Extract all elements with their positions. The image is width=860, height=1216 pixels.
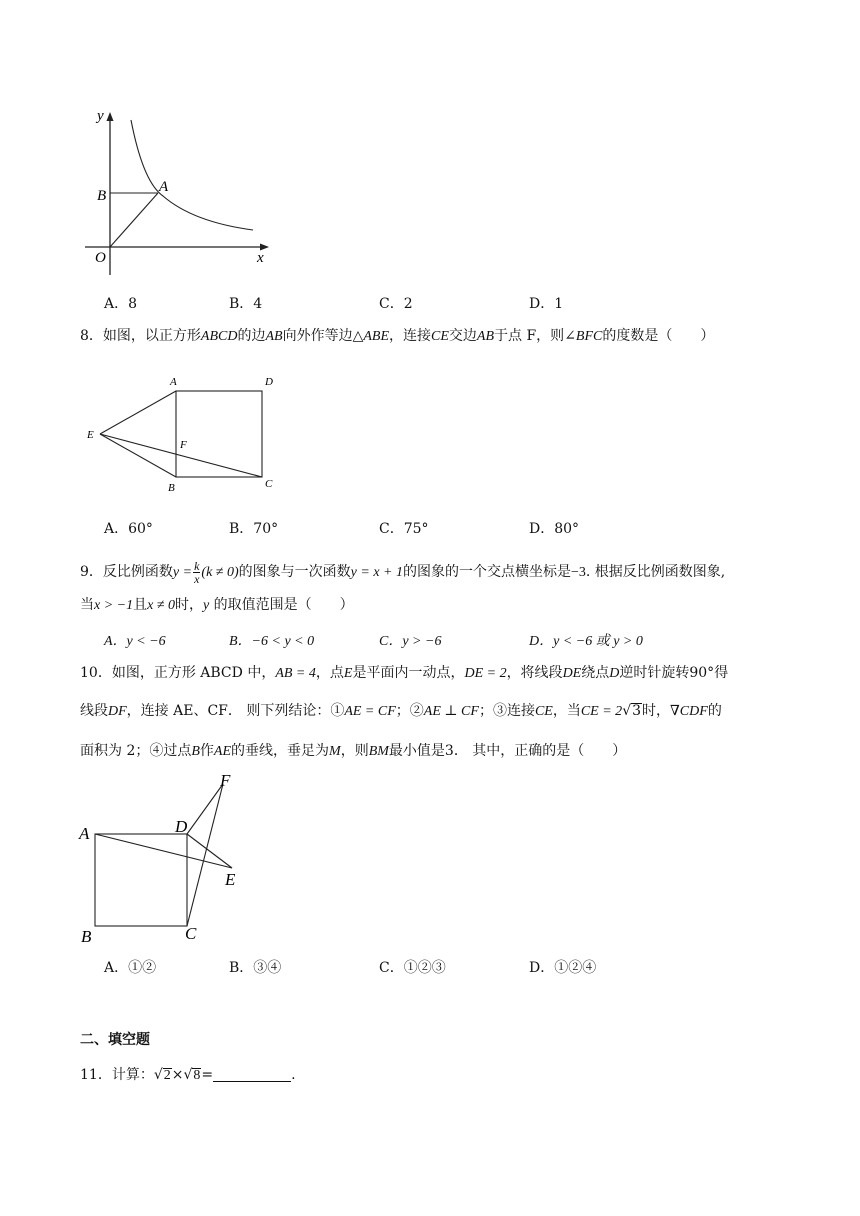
- q10-ce-eq: CE = 2: [580, 704, 623, 719]
- q8-option-d: D．80°: [529, 521, 580, 537]
- q10-text-10: ；②: [395, 703, 424, 719]
- q10-three: 3: [444, 743, 454, 759]
- q9-stem-line-2: [80, 595, 354, 616]
- q10-text-12: ，当: [552, 703, 581, 719]
- q10-sqrt-sign: √: [622, 703, 632, 719]
- q10-text-9: ，连接 AE、CF． 则下列结论：①: [126, 703, 345, 719]
- q10-text-5: 绕点: [581, 665, 610, 681]
- q10-stem-line-3: [80, 741, 626, 762]
- q8-text-1: 如图，以正方形: [102, 328, 201, 344]
- q7-hyperbola: [131, 120, 253, 230]
- q10-text-19: 最小值是: [388, 743, 445, 759]
- q8-label-e: E: [87, 429, 94, 441]
- q10-figure: [75, 770, 255, 950]
- q8-label-c: C: [265, 478, 273, 490]
- q10-claim-1: AE = CF: [344, 704, 396, 719]
- q10-point-m: M: [329, 744, 341, 759]
- q10-text-3: 是平面内一动点，: [352, 665, 465, 681]
- q7-option-a: A．8: [104, 296, 138, 312]
- q8-label-f: F: [180, 439, 187, 451]
- q10-text-7: 得: [714, 665, 729, 681]
- q10-text-2: ，点: [315, 665, 344, 681]
- q11-stem: [80, 1065, 296, 1085]
- q8-text-6: 于点 F，则: [494, 328, 565, 344]
- q10-text-6: 逆时针旋转: [619, 665, 690, 681]
- q10-df: DF: [108, 704, 127, 719]
- q10-option-b: B．③④: [229, 960, 282, 976]
- q11-sqrt-sign-2: √: [183, 1067, 193, 1083]
- q11-times: ×: [171, 1067, 184, 1083]
- q8-segment-ea: [100, 391, 176, 434]
- q10-ce: CE: [534, 704, 553, 719]
- q10-degree: 90°: [689, 665, 715, 681]
- q7-option-b: B．4: [229, 296, 263, 312]
- q10-de: DE: [562, 666, 582, 681]
- q10-point-b: B: [191, 744, 200, 759]
- q8-ce: CE: [431, 329, 449, 344]
- q10-label-e: E: [225, 870, 236, 889]
- q7-label-o: O: [95, 250, 106, 266]
- q9-linear: y = x + 1: [350, 565, 403, 580]
- q10-text-18: ，则: [340, 743, 369, 759]
- q11-text: 计算：: [111, 1067, 154, 1083]
- q10-label-f: F: [220, 771, 231, 790]
- q9-text-7: 时，: [175, 597, 204, 613]
- q10-text-1: 如图，正方形 ABCD 中，: [111, 665, 276, 681]
- q10-stem-line-2: [80, 701, 722, 722]
- q7-option-d: D．1: [529, 296, 564, 312]
- q8-option-c: C．75°: [379, 521, 429, 537]
- q10-stem-line-1: [80, 663, 728, 684]
- q10-number: 10．: [80, 665, 112, 681]
- q8-option-a: A．60°: [104, 521, 153, 537]
- q9-y-eq: y =: [172, 565, 193, 580]
- q10-label-a: A: [79, 824, 90, 843]
- q10-de2: DE = 2: [464, 666, 507, 681]
- q9-option-d: D．y < −6 或 y > 0: [529, 634, 643, 649]
- q10-text-11: ；③连接: [478, 703, 535, 719]
- q8-ab: AB: [265, 329, 283, 344]
- q7-label-a: A: [159, 179, 169, 195]
- q9-option-c: C．y > −6: [379, 634, 442, 649]
- q9-fraction-den: x: [194, 571, 200, 586]
- q7-figure: [85, 100, 285, 275]
- q11-number: 11．: [80, 1067, 112, 1083]
- q10-text-17: 的垂线，垂足为: [231, 743, 330, 759]
- q8-text-7: 的度数是（ ）: [602, 328, 715, 344]
- q8-label-a: A: [170, 376, 177, 388]
- q10-text-15: 面积为 2；④过点: [80, 743, 192, 759]
- q11-radicand-2: 8: [193, 1068, 201, 1083]
- q10-triangle-cdf: ∇CDF: [670, 704, 708, 719]
- q10-claim-2: AE ⊥ CF: [423, 704, 479, 719]
- q8-text-5: 交边: [448, 328, 477, 344]
- q10-ae: AE: [213, 744, 232, 759]
- q8-label-b: B: [168, 482, 175, 494]
- q10-point-e: E: [343, 666, 353, 681]
- q9-text-4: . 根据反比例函数图象,: [585, 564, 726, 580]
- q8-stem: [80, 326, 714, 347]
- q10-text-20: ． 其中，正确的是（ ）: [453, 743, 627, 759]
- q9-number: 9．: [80, 564, 103, 580]
- q9-value: −3: [570, 565, 586, 580]
- q10-segment-cf: [187, 784, 223, 926]
- q9-text-1: 反比例函数: [102, 564, 173, 580]
- q7-y-arrow: [107, 112, 114, 121]
- q8-angle-bfc: ∠BFC: [564, 329, 603, 344]
- q10-sqrt-3: 3: [632, 703, 642, 719]
- q9-option-b: B．−6 < y < 0: [229, 634, 315, 649]
- q10-label-b: B: [81, 927, 92, 946]
- q10-option-d: D．①②④: [529, 960, 597, 976]
- q11-end: .: [291, 1067, 296, 1083]
- q8-label-d: D: [265, 376, 273, 388]
- q9-stem-line-1: [80, 556, 725, 588]
- q7-label-b: B: [97, 188, 107, 204]
- q8-abcd: ABCD: [200, 329, 238, 344]
- q10-option-c: C．①②③: [379, 960, 446, 976]
- q7-segment-oa: [110, 193, 158, 247]
- q8-number: 8．: [80, 328, 103, 344]
- q10-text-8: 线段: [80, 703, 108, 719]
- q10-text-4: ，将线段: [506, 665, 563, 681]
- q11-answer-blank[interactable]: [213, 1067, 291, 1082]
- q8-figure: [80, 372, 280, 500]
- q9-text-8: 的取值范围是（ ）: [209, 597, 354, 613]
- q10-square: [95, 834, 187, 926]
- q11-sqrt-sign-1: √: [153, 1067, 163, 1083]
- q9-fraction-num: k: [194, 558, 200, 573]
- q11-equals: =: [201, 1067, 214, 1083]
- q8-option-b: B．70°: [229, 521, 279, 537]
- q11-radicand-1: 2: [163, 1068, 171, 1083]
- q9-y-var: y: [203, 598, 210, 613]
- q10-ab4: AB = 4: [275, 666, 316, 681]
- q10-segment-ae: [95, 834, 232, 868]
- q7-option-c: C．2: [379, 296, 413, 312]
- q9-text-3: 的图象的一个交点横坐标是: [402, 564, 571, 580]
- q8-text-2: 的边: [237, 328, 266, 344]
- q10-label-d: D: [175, 817, 188, 836]
- q10-text-14: 的: [707, 703, 722, 719]
- q10-option-a: A．①②: [104, 960, 157, 976]
- q7-label-y: y: [97, 108, 104, 124]
- section-title: 二、填空题: [80, 1032, 150, 1048]
- q9-fraction: [193, 560, 200, 585]
- q8-ab-2: AB: [476, 329, 495, 344]
- q9-text-6: 且: [133, 597, 148, 613]
- q9-condition: (k ≠ 0): [201, 565, 239, 580]
- q10-text-13: 时，: [642, 703, 671, 719]
- q10-point-d: D: [609, 666, 620, 681]
- q8-text-4: ，连接: [389, 328, 432, 344]
- q10-label-c: C: [185, 924, 197, 943]
- q8-segment-eb: [100, 434, 176, 477]
- q9-cond-2: x > −1: [94, 598, 134, 613]
- q8-triangle-abe: △ABE: [352, 329, 390, 344]
- q9-cond-3: x ≠ 0: [147, 598, 176, 613]
- q10-text-16: 作: [199, 743, 214, 759]
- q9-option-a: A．y < −6: [104, 634, 166, 649]
- q8-text-3: 向外作等边: [282, 328, 353, 344]
- q10-bm: BM: [368, 744, 389, 759]
- q9-text-2: 的图象与一次函数: [238, 564, 351, 580]
- q9-text-5: 当: [80, 597, 94, 613]
- q10-segment-df: [187, 784, 223, 834]
- q7-label-x: x: [257, 250, 264, 266]
- q8-square: [176, 391, 262, 477]
